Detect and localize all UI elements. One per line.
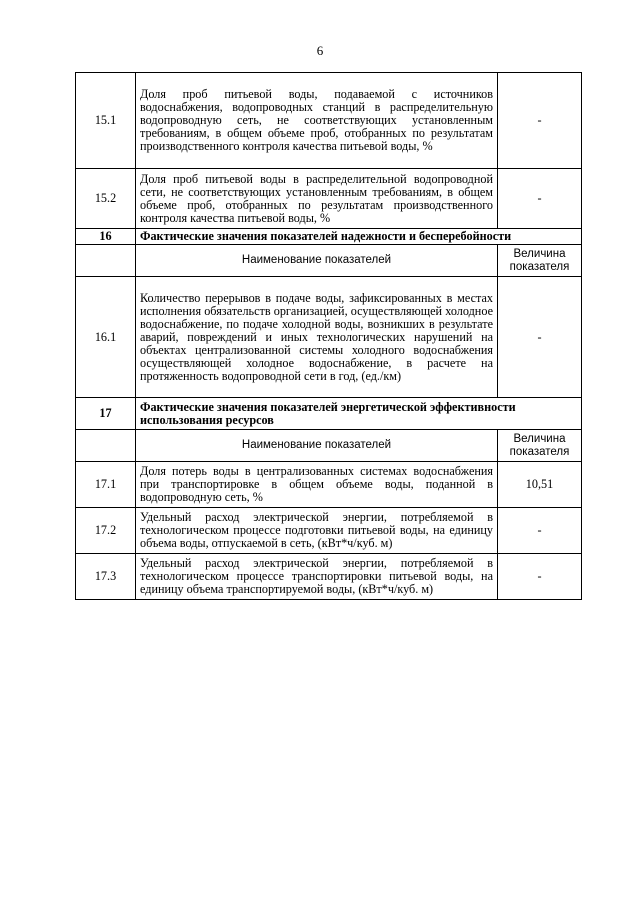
indicator-value: 10,51 [498, 462, 582, 508]
section-number: 17 [76, 398, 136, 430]
indicator-name: Доля проб питьевой воды в распределительной водопроводной сети, не соответствующих установленным требованиям, в общем объеме проб, отобранных по результатам производственного контроля качества питьевой воды, % [136, 169, 498, 229]
section-row [76, 229, 582, 245]
column-header-name: Наименование показателей [136, 430, 498, 462]
indicator-name: Доля потерь воды в централизованных системах водоснабжения при транспортировке в общем объеме воды, поданной в водопроводную сеть, % [136, 462, 498, 508]
indicator-value: - [498, 508, 582, 554]
section-title: Фактические значения показателей надежности и бесперебойности [136, 229, 582, 245]
indicator-value: - [498, 554, 582, 600]
indicator-value: - [498, 277, 582, 398]
column-header-row [76, 245, 582, 277]
indicator-name: Удельный расход электрической энергии, потребляемой в технологическом процессе подготовки питьевой воды, на единицу объема воды, отпускаемой в сеть, (кВт*ч/куб. м) [136, 508, 498, 554]
column-header-value: Величина показателя [498, 245, 582, 277]
header-empty-cell [76, 430, 136, 462]
indicator-name: Количество перерывов в подаче воды, зафиксированных в местах исполнения обязательств организацией, осуществляющей холодное водоснабжение, по подаче холодной воды, возникших в результате аварий, повреждений и иных технологических нарушений на объектах централизованной системы холодного водоснабжения осуществляющей холодное водоснабжение, в расчете на протяженность водопроводной сети в год, (ед./км) [136, 277, 498, 398]
page-number: 6 [316, 43, 324, 58]
section-number: 16 [76, 229, 136, 245]
column-header-row [76, 430, 582, 462]
row-number: 17.1 [76, 462, 136, 508]
column-header-value: Величина показателя [498, 430, 582, 462]
table-row [76, 277, 582, 398]
indicator-value: - [498, 73, 582, 169]
indicator-name: Удельный расход электрической энергии, потребляемой в технологическом процессе транспортировки питьевой воды, на единицу объема транспортируемой воды, (кВт*ч/куб. м) [136, 554, 498, 600]
indicator-value: - [498, 169, 582, 229]
row-number: 16.1 [76, 277, 136, 398]
table-row [76, 462, 582, 508]
table-row [76, 73, 582, 169]
row-number: 15.1 [76, 73, 136, 169]
row-number: 17.2 [76, 508, 136, 554]
header-empty-cell [76, 245, 136, 277]
column-header-name: Наименование показателей [136, 245, 498, 277]
section-title: Фактические значения показателей энергетической эффективности использования ресурсов [136, 398, 582, 430]
row-number: 17.3 [76, 554, 136, 600]
table-row [76, 554, 582, 600]
table-row [76, 169, 582, 229]
indicator-name: Доля проб питьевой воды, подаваемой с источников водоснабжения, водопроводных станций в распределительную водопроводную сеть, не соответствующих установленным требованиям, в общем объеме проб, отобранных по результатам производственного контроля качества питьевой воды, % [136, 73, 498, 169]
indicators-table [75, 72, 582, 600]
table-row [76, 508, 582, 554]
section-row [76, 398, 582, 430]
row-number: 15.2 [76, 169, 136, 229]
